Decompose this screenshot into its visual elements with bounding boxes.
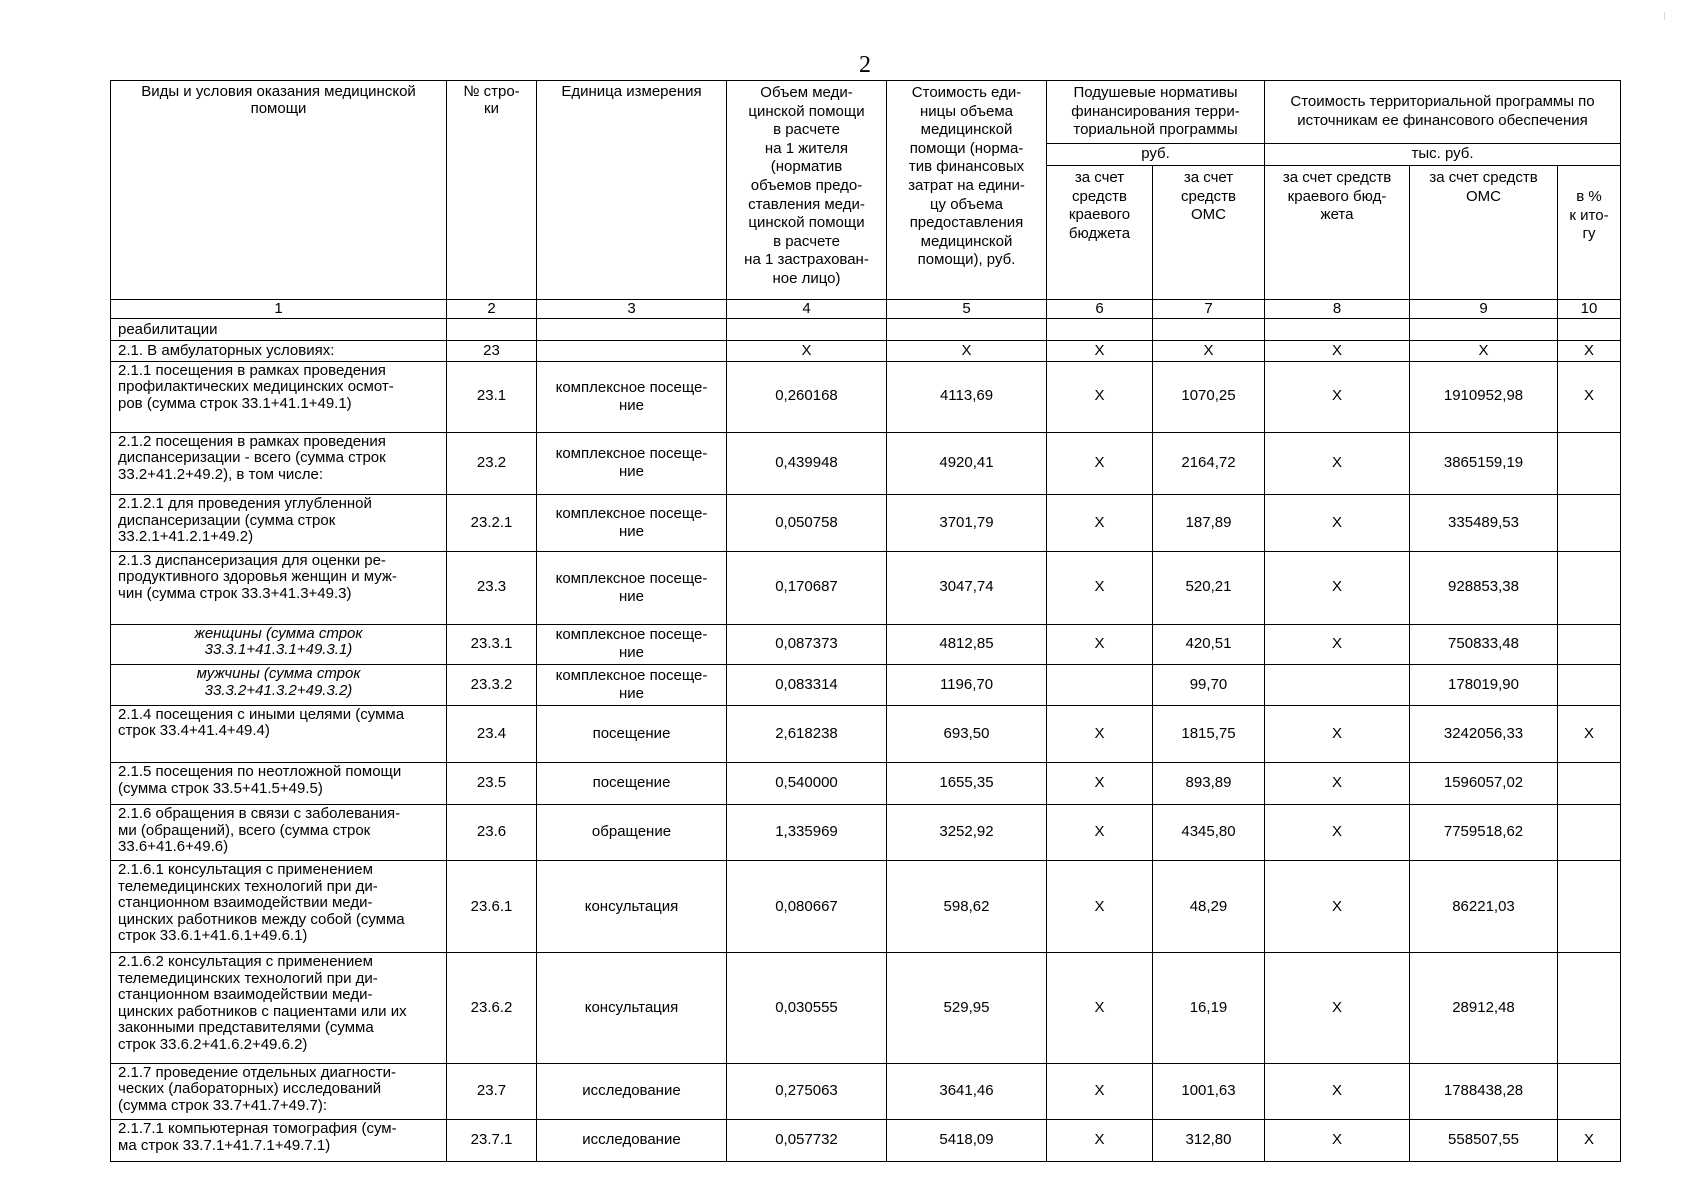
oms-cost-cell: 1788438,28 bbox=[1410, 1063, 1558, 1119]
column-number: 3 bbox=[537, 299, 727, 319]
volume-cell: 0,260168 bbox=[727, 361, 887, 432]
row-number-cell: 23.7 bbox=[447, 1063, 537, 1119]
volume-cell: 0,057732 bbox=[727, 1120, 887, 1162]
oms-percapita-cell: 312,80 bbox=[1153, 1120, 1265, 1162]
volume-cell: 0,080667 bbox=[727, 861, 887, 953]
care-type-cell: 2.1.5 посещения по неотложной помощи (сумма строк 33.5+41.5+49.5) bbox=[111, 763, 447, 805]
table-row bbox=[111, 705, 1621, 762]
regional-percapita-cell: X bbox=[1047, 1120, 1153, 1162]
unit-cost-cell: 529,95 bbox=[887, 953, 1047, 1064]
column-number: 6 bbox=[1047, 299, 1153, 319]
unit-cost-cell: 4113,69 bbox=[887, 361, 1047, 432]
table-row bbox=[111, 953, 1621, 1064]
row-number-cell: 23.3.2 bbox=[447, 665, 537, 706]
row-number-cell bbox=[447, 319, 537, 341]
oms-cost-cell: 928853,38 bbox=[1410, 551, 1558, 624]
page-number: 2 bbox=[859, 52, 871, 78]
regional-cost-cell: X bbox=[1265, 953, 1410, 1064]
regional-cost-cell: X bbox=[1265, 861, 1410, 953]
unit-cost-cell: 4920,41 bbox=[887, 432, 1047, 495]
volume-cell: 0,050758 bbox=[727, 495, 887, 551]
regional-cost-cell: X bbox=[1265, 495, 1410, 551]
unit-cell bbox=[537, 341, 727, 361]
care-type-cell: 2.1.6.1 консультация с применением телемедицинских технологий при ди- станционном взаимодействии меди- цинских работников между собой (сумма строк 33.6.1+41.6.1+49.6.1) bbox=[111, 861, 447, 953]
regional-percapita-cell: X bbox=[1047, 763, 1153, 805]
oms-percapita-cell: 893,89 bbox=[1153, 763, 1265, 805]
percent-total-cell bbox=[1558, 861, 1621, 953]
regional-cost-cell: X bbox=[1265, 805, 1410, 861]
header-regional-budget-cost: за счет средств краевого бюд- жета bbox=[1265, 166, 1410, 299]
row-number-cell: 23.7.1 bbox=[447, 1120, 537, 1162]
oms-cost-cell bbox=[1410, 319, 1558, 341]
unit-cost-cell: 4812,85 bbox=[887, 624, 1047, 665]
percent-total-cell bbox=[1558, 953, 1621, 1064]
table-row bbox=[111, 551, 1621, 624]
header-care-type: Виды и условия оказания медицинской помощи bbox=[111, 81, 447, 300]
column-number: 2 bbox=[447, 299, 537, 319]
medical-care-table bbox=[110, 80, 1621, 1162]
regional-cost-cell: X bbox=[1265, 551, 1410, 624]
regional-percapita-cell: X bbox=[1047, 805, 1153, 861]
care-type-cell: 2.1.2 посещения в рамках проведения диспансеризации - всего (сумма строк 33.2+41.2+49.2), в том числе: bbox=[111, 432, 447, 495]
unit-cell bbox=[537, 319, 727, 341]
regional-percapita-cell bbox=[1047, 319, 1153, 341]
unit-cost-cell: 3701,79 bbox=[887, 495, 1047, 551]
header-unit: Единица измерения bbox=[537, 81, 727, 300]
row-number-cell: 23.6.2 bbox=[447, 953, 537, 1064]
regional-cost-cell: X bbox=[1265, 763, 1410, 805]
row-number-cell: 23.5 bbox=[447, 763, 537, 805]
oms-percapita-cell: 1001,63 bbox=[1153, 1063, 1265, 1119]
unit-cell: комплексное посеще- ние bbox=[537, 495, 727, 551]
volume-cell: 2,618238 bbox=[727, 705, 887, 762]
percent-total-cell: X bbox=[1558, 705, 1621, 762]
header-row-number: № стро- ки bbox=[447, 81, 537, 300]
volume-cell: 0,083314 bbox=[727, 665, 887, 706]
table-row bbox=[111, 432, 1621, 495]
header-regional-budget-percapita: за счет средств краевого бюджета bbox=[1047, 166, 1153, 299]
oms-cost-cell: 558507,55 bbox=[1410, 1120, 1558, 1162]
regional-cost-cell: X bbox=[1265, 341, 1410, 361]
percent-total-cell bbox=[1558, 495, 1621, 551]
care-type-cell: женщины (сумма строк 33.3.1+41.3.1+49.3.1) bbox=[111, 624, 447, 665]
percent-total-cell bbox=[1558, 805, 1621, 861]
table-row bbox=[111, 361, 1621, 432]
care-type-cell: 2.1. В амбулаторных условиях: bbox=[111, 341, 447, 361]
volume-cell: 0,439948 bbox=[727, 432, 887, 495]
table-row bbox=[111, 341, 1621, 361]
percent-total-cell: X bbox=[1558, 361, 1621, 432]
row-number-cell: 23.4 bbox=[447, 705, 537, 762]
row-number-cell: 23.6 bbox=[447, 805, 537, 861]
top-divider bbox=[1664, 12, 1665, 20]
oms-percapita-cell: 16,19 bbox=[1153, 953, 1265, 1064]
regional-cost-cell: X bbox=[1265, 432, 1410, 495]
unit-cell: посещение bbox=[537, 705, 727, 762]
oms-cost-cell: 86221,03 bbox=[1410, 861, 1558, 953]
regional-percapita-cell: X bbox=[1047, 861, 1153, 953]
column-number-row bbox=[111, 299, 1621, 319]
unit-cell: комплексное посеще- ние bbox=[537, 432, 727, 495]
unit-cost-cell: 3047,74 bbox=[887, 551, 1047, 624]
oms-percapita-cell bbox=[1153, 319, 1265, 341]
regional-percapita-cell: X bbox=[1047, 624, 1153, 665]
oms-cost-cell: 335489,53 bbox=[1410, 495, 1558, 551]
regional-percapita-cell: X bbox=[1047, 361, 1153, 432]
unit-cell: обращение bbox=[537, 805, 727, 861]
regional-cost-cell: X bbox=[1265, 705, 1410, 762]
regional-cost-cell: X bbox=[1265, 361, 1410, 432]
percent-total-cell bbox=[1558, 665, 1621, 706]
oms-cost-cell: 3242056,33 bbox=[1410, 705, 1558, 762]
unit-cell: комплексное посеще- ние bbox=[537, 551, 727, 624]
percent-total-cell bbox=[1558, 319, 1621, 341]
header-unit-cost: Стоимость еди- ницы объема медицинской помощи (норма- тив финансовых затрат на едини- цу объема предоставления медицинской помощи), руб. bbox=[887, 81, 1047, 300]
table-row bbox=[111, 1120, 1621, 1162]
regional-percapita-cell: X bbox=[1047, 953, 1153, 1064]
header-unit-rub: руб. bbox=[1047, 143, 1265, 165]
column-number: 5 bbox=[887, 299, 1047, 319]
table-row bbox=[111, 763, 1621, 805]
unit-cost-cell: X bbox=[887, 341, 1047, 361]
care-type-cell: 2.1.3 диспансеризация для оценки ре- продуктивного здоровья женщин и муж- чин (сумма строк 33.3+41.3+49.3) bbox=[111, 551, 447, 624]
care-type-cell: мужчины (сумма строк 33.3.2+41.3.2+49.3.2) bbox=[111, 665, 447, 706]
unit-cell: исследование bbox=[537, 1120, 727, 1162]
percent-total-cell bbox=[1558, 624, 1621, 665]
table-row bbox=[111, 861, 1621, 953]
oms-percapita-cell: X bbox=[1153, 341, 1265, 361]
unit-cell: комплексное посеще- ние bbox=[537, 624, 727, 665]
oms-percapita-cell: 187,89 bbox=[1153, 495, 1265, 551]
volume-cell: X bbox=[727, 341, 887, 361]
header-percent-total: в % к ито- гу bbox=[1558, 166, 1621, 299]
regional-cost-cell: X bbox=[1265, 1063, 1410, 1119]
header-cost-group: Стоимость территориальной программы по источникам ее финансового обеспечения bbox=[1265, 81, 1621, 144]
care-type-cell: 2.1.6 обращения в связи с заболевания- ми (обращений), всего (сумма строк 33.6+41.6+49.6) bbox=[111, 805, 447, 861]
percent-total-cell: X bbox=[1558, 1120, 1621, 1162]
row-number-cell: 23.3.1 bbox=[447, 624, 537, 665]
oms-cost-cell: 3865159,19 bbox=[1410, 432, 1558, 495]
regional-cost-cell bbox=[1265, 665, 1410, 706]
regional-percapita-cell: X bbox=[1047, 705, 1153, 762]
regional-cost-cell: X bbox=[1265, 1120, 1410, 1162]
care-type-cell: 2.1.2.1 для проведения углубленной диспансеризации (сумма строк 33.2.1+41.2.1+49.2) bbox=[111, 495, 447, 551]
column-number: 1 bbox=[111, 299, 447, 319]
regional-percapita-cell: X bbox=[1047, 551, 1153, 624]
header-percapita-group: Подушевые нормативы финансирования терри- ториальной программы bbox=[1047, 81, 1265, 144]
unit-cell: исследование bbox=[537, 1063, 727, 1119]
column-number: 4 bbox=[727, 299, 887, 319]
unit-cell: комплексное посеще- ние bbox=[537, 665, 727, 706]
unit-cost-cell: 598,62 bbox=[887, 861, 1047, 953]
unit-cost-cell: 3641,46 bbox=[887, 1063, 1047, 1119]
oms-percapita-cell: 2164,72 bbox=[1153, 432, 1265, 495]
unit-cost-cell: 693,50 bbox=[887, 705, 1047, 762]
regional-cost-cell bbox=[1265, 319, 1410, 341]
row-number-cell: 23.6.1 bbox=[447, 861, 537, 953]
regional-percapita-cell: X bbox=[1047, 495, 1153, 551]
oms-cost-cell: 28912,48 bbox=[1410, 953, 1558, 1064]
oms-cost-cell: X bbox=[1410, 341, 1558, 361]
care-type-cell: 2.1.4 посещения с иными целями (сумма строк 33.4+41.4+49.4) bbox=[111, 705, 447, 762]
regional-percapita-cell: X bbox=[1047, 341, 1153, 361]
volume-cell bbox=[727, 319, 887, 341]
table-row bbox=[111, 1063, 1621, 1119]
oms-percapita-cell: 1070,25 bbox=[1153, 361, 1265, 432]
column-number: 10 bbox=[1558, 299, 1621, 319]
oms-cost-cell: 1596057,02 bbox=[1410, 763, 1558, 805]
regional-percapita-cell: X bbox=[1047, 432, 1153, 495]
percent-total-cell: X bbox=[1558, 341, 1621, 361]
table-row bbox=[111, 665, 1621, 706]
unit-cell: комплексное посеще- ние bbox=[537, 361, 727, 432]
volume-cell: 0,087373 bbox=[727, 624, 887, 665]
oms-percapita-cell: 420,51 bbox=[1153, 624, 1265, 665]
volume-cell: 0,170687 bbox=[727, 551, 887, 624]
volume-cell: 1,335969 bbox=[727, 805, 887, 861]
unit-cell: консультация bbox=[537, 861, 727, 953]
oms-percapita-cell: 99,70 bbox=[1153, 665, 1265, 706]
unit-cell: консультация bbox=[537, 953, 727, 1064]
oms-percapita-cell: 48,29 bbox=[1153, 861, 1265, 953]
oms-cost-cell: 1910952,98 bbox=[1410, 361, 1558, 432]
oms-percapita-cell: 4345,80 bbox=[1153, 805, 1265, 861]
table-row bbox=[111, 495, 1621, 551]
volume-cell: 0,030555 bbox=[727, 953, 887, 1064]
row-number-cell: 23.2 bbox=[447, 432, 537, 495]
oms-cost-cell: 750833,48 bbox=[1410, 624, 1558, 665]
column-number: 9 bbox=[1410, 299, 1558, 319]
row-number-cell: 23 bbox=[447, 341, 537, 361]
regional-cost-cell: X bbox=[1265, 624, 1410, 665]
oms-percapita-cell: 520,21 bbox=[1153, 551, 1265, 624]
unit-cost-cell bbox=[887, 319, 1047, 341]
care-type-cell: 2.1.1 посещения в рамках проведения профилактических медицинских осмот- ров (сумма строк 33.1+41.1+49.1) bbox=[111, 361, 447, 432]
care-type-cell: 2.1.6.2 консультация с применением телемедицинских технологий при ди- станционном взаимодействии меди- цинских работников с пациентами или их законными представителями (сумма строк 33.6.2+41.6.2+49.6.2) bbox=[111, 953, 447, 1064]
unit-cost-cell: 1196,70 bbox=[887, 665, 1047, 706]
care-type-cell: 2.1.7 проведение отдельных диагности- ческих (лабораторных) исследований (сумма строк 33.7+41.7+49.7): bbox=[111, 1063, 447, 1119]
unit-cost-cell: 5418,09 bbox=[887, 1120, 1047, 1162]
column-number: 8 bbox=[1265, 299, 1410, 319]
oms-cost-cell: 178019,90 bbox=[1410, 665, 1558, 706]
percent-total-cell bbox=[1558, 551, 1621, 624]
percent-total-cell bbox=[1558, 432, 1621, 495]
row-number-cell: 23.3 bbox=[447, 551, 537, 624]
percent-total-cell bbox=[1558, 763, 1621, 805]
oms-percapita-cell: 1815,75 bbox=[1153, 705, 1265, 762]
care-type-cell: 2.1.7.1 компьютерная томография (сум- ма строк 33.7.1+41.7.1+49.7.1) bbox=[111, 1120, 447, 1162]
table-row bbox=[111, 319, 1621, 341]
table-row bbox=[111, 805, 1621, 861]
column-number: 7 bbox=[1153, 299, 1265, 319]
row-number-cell: 23.2.1 bbox=[447, 495, 537, 551]
row-number-cell: 23.1 bbox=[447, 361, 537, 432]
regional-percapita-cell: X bbox=[1047, 1063, 1153, 1119]
volume-cell: 0,540000 bbox=[727, 763, 887, 805]
oms-cost-cell: 7759518,62 bbox=[1410, 805, 1558, 861]
header-oms-percapita: за счет средств ОМС bbox=[1153, 166, 1265, 299]
header-volume: Объем меди- цинской помощи в расчете на 1 жителя (норматив объемов предо- ставления меди- цинской помощи в расчете на 1 застрахован- ное лицо) bbox=[727, 81, 887, 300]
unit-cost-cell: 3252,92 bbox=[887, 805, 1047, 861]
unit-cost-cell: 1655,35 bbox=[887, 763, 1047, 805]
unit-cell: посещение bbox=[537, 763, 727, 805]
percent-total-cell bbox=[1558, 1063, 1621, 1119]
header-unit-thous-rub: тыс. руб. bbox=[1265, 143, 1621, 165]
care-type-cell: реабилитации bbox=[111, 319, 447, 341]
table-row bbox=[111, 624, 1621, 665]
header-oms-cost: за счет средств ОМС bbox=[1410, 166, 1558, 299]
volume-cell: 0,275063 bbox=[727, 1063, 887, 1119]
regional-percapita-cell bbox=[1047, 665, 1153, 706]
